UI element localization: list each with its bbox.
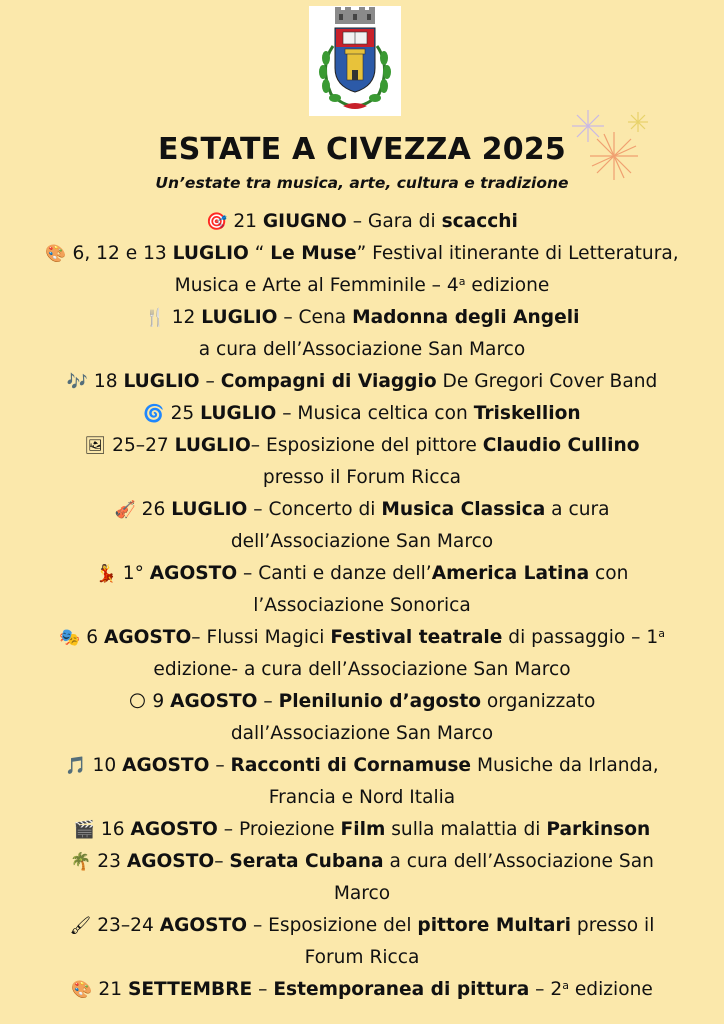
event-text: De Gregori Cover Band xyxy=(436,371,658,392)
event-text: Musica e Arte al Femminile – 4 xyxy=(174,275,459,296)
event-text: – Esposizione del xyxy=(247,915,418,936)
event-text: 25 xyxy=(170,403,201,424)
event-item xyxy=(0,750,724,814)
event-text: 23–24 xyxy=(97,915,160,936)
event-item xyxy=(0,206,724,238)
clapper-board-icon: 🎬 xyxy=(73,820,95,840)
event-line-continued xyxy=(0,718,724,750)
event-highlight-text: AGOSTO xyxy=(103,627,192,648)
event-text: 23 xyxy=(97,851,127,872)
fork-knife-icon: 🍴 xyxy=(144,308,166,328)
event-highlight-text: Claudio Cullino xyxy=(482,435,640,456)
paintbrush-icon: 🖌 xyxy=(69,916,92,936)
event-text: dall’Associazione San Marco xyxy=(230,723,494,744)
event-line-continued xyxy=(0,462,724,494)
event-text: 10 xyxy=(92,755,123,776)
event-item xyxy=(0,398,724,430)
event-line xyxy=(0,494,724,526)
event-text: l’Associazione Sonorica xyxy=(253,595,471,616)
event-text: organizzato xyxy=(481,691,596,712)
event-highlight-text: AGOSTO xyxy=(159,915,248,936)
event-item xyxy=(0,846,724,910)
event-line-continued xyxy=(0,590,724,622)
event-text: Francia e Nord Italia xyxy=(268,787,456,808)
event-highlight-text: America Latina xyxy=(431,563,590,584)
event-text: 25–27 xyxy=(112,435,175,456)
event-text: ” Festival itinerante di Letteratura, xyxy=(356,243,679,264)
event-highlight-text: Compagni di Viaggio xyxy=(220,371,437,392)
event-line-continued xyxy=(0,654,724,686)
event-line-continued xyxy=(0,334,724,366)
event-highlight-text: Musica Classica xyxy=(381,499,546,520)
event-line xyxy=(0,430,724,462)
event-highlight-text: AGOSTO xyxy=(170,691,258,712)
dancer-icon: 💃 xyxy=(95,564,117,584)
event-text: – xyxy=(252,979,274,1000)
event-text: – Musica celtica con xyxy=(276,403,474,424)
event-item xyxy=(0,430,724,494)
event-text: presso il xyxy=(571,915,655,936)
event-text: sulla malattia di xyxy=(385,819,547,840)
event-highlight-text: LUGLIO xyxy=(200,403,277,424)
event-text: a cura dell’Associazione San Marco xyxy=(198,339,526,360)
event-item xyxy=(0,494,724,558)
event-line xyxy=(0,814,724,846)
event-text: edizione- a cura dell’Associazione San Marco xyxy=(153,659,571,680)
palette-icon: 🎨 xyxy=(71,980,93,1000)
event-text: – xyxy=(257,691,279,712)
event-text: – Gara di xyxy=(346,211,442,232)
event-highlight-text: Serata Cubana xyxy=(229,851,384,872)
event-item xyxy=(0,622,724,686)
event-highlight-text: Racconti di Cornamuse xyxy=(230,755,472,776)
event-item xyxy=(0,910,724,974)
event-line xyxy=(0,398,724,430)
event-text: – Flussi Magici xyxy=(191,627,331,648)
event-text: – Concerto di xyxy=(247,499,382,520)
event-highlight-text: Triskellion xyxy=(473,403,581,424)
event-text: 9 xyxy=(152,691,171,712)
event-highlight-text: AGOSTO xyxy=(149,563,238,584)
event-line xyxy=(0,206,724,238)
event-text: – xyxy=(214,851,230,872)
event-line xyxy=(0,558,724,590)
event-highlight-text: AGOSTO xyxy=(122,755,210,776)
theater-masks-icon: 🎭 xyxy=(59,628,81,648)
event-item xyxy=(0,686,724,750)
event-highlight-text: LUGLIO xyxy=(174,435,251,456)
event-text: 26 xyxy=(141,499,172,520)
event-line xyxy=(0,238,724,270)
event-text: a cura dell’Associazione San xyxy=(383,851,654,872)
event-highlight-text: AGOSTO xyxy=(130,819,218,840)
event-highlight-text: AGOSTO xyxy=(126,851,215,872)
event-highlight-text: Le Muse xyxy=(270,243,357,264)
event-text: – xyxy=(209,755,231,776)
event-highlight-text: GIUGNO xyxy=(262,211,347,232)
music-note-icon: 🎵 xyxy=(65,756,87,776)
event-line xyxy=(0,366,724,398)
palm-tree-icon: 🌴 xyxy=(70,852,92,872)
target-icon: 🎯 xyxy=(206,212,228,232)
event-line-continued xyxy=(0,270,724,302)
event-text: 21 xyxy=(233,211,263,232)
event-item xyxy=(0,974,724,1006)
event-highlight-text: Estemporanea di pittura xyxy=(273,979,530,1000)
event-item xyxy=(0,558,724,622)
event-text: Musiche da Irlanda, xyxy=(471,755,659,776)
event-text: – 2 xyxy=(529,979,563,1000)
event-highlight-text: Madonna degli Angeli xyxy=(352,307,580,328)
event-highlight-text: Plenilunio d’agosto xyxy=(278,691,482,712)
event-line xyxy=(0,846,724,878)
event-highlight-text: Festival teatrale xyxy=(330,627,503,648)
music-notes-icon: 🎶 xyxy=(66,372,88,392)
event-text: a xyxy=(658,627,665,640)
event-highlight-text: LUGLIO xyxy=(172,243,249,264)
event-text: edizione xyxy=(465,275,550,296)
event-item xyxy=(0,238,724,302)
poster-subtitle: Un’estate tra musica, arte, cultura e tradizione xyxy=(155,174,569,192)
municipal-coat-of-arms xyxy=(309,6,401,116)
event-text: – Cena xyxy=(277,307,353,328)
event-line-continued xyxy=(0,942,724,974)
event-list xyxy=(0,206,724,1006)
palette-icon: 🎨 xyxy=(45,244,67,264)
full-moon-icon: 🌕 xyxy=(128,692,147,712)
event-text: 16 xyxy=(100,819,131,840)
event-text: dell’Associazione San Marco xyxy=(230,531,494,552)
event-item xyxy=(0,302,724,366)
violin-icon: 🎻 xyxy=(114,500,136,520)
event-text: 6, 12 e 13 xyxy=(72,243,173,264)
event-line xyxy=(0,622,724,654)
event-text: 6 xyxy=(86,627,104,648)
event-highlight-text: pittore Multari xyxy=(417,915,571,936)
event-text: edizione xyxy=(568,979,653,1000)
event-highlight-text: LUGLIO xyxy=(201,307,278,328)
event-text: – Canti e danze dell’ xyxy=(237,563,432,584)
event-text: con xyxy=(589,563,629,584)
event-text: 18 xyxy=(93,371,124,392)
event-line-continued xyxy=(0,878,724,910)
event-item xyxy=(0,366,724,398)
event-line xyxy=(0,686,724,718)
event-highlight-text: LUGLIO xyxy=(171,499,248,520)
event-line-continued xyxy=(0,782,724,814)
event-highlight-text: SETTEMBRE xyxy=(127,979,253,1000)
event-text: “ xyxy=(248,243,271,264)
event-text: 12 xyxy=(171,307,202,328)
event-line xyxy=(0,974,724,1006)
event-text: a xyxy=(562,979,569,992)
event-highlight-text: Parkinson xyxy=(546,819,651,840)
poster-title: ESTATE A CIVEZZA 2025 xyxy=(158,132,566,167)
cyclone-icon: 🌀 xyxy=(143,404,165,424)
event-text: – Esposizione del pittore xyxy=(250,435,483,456)
event-text: a xyxy=(458,275,466,288)
event-line xyxy=(0,750,724,782)
event-line xyxy=(0,910,724,942)
event-text: Marco xyxy=(333,883,391,904)
event-highlight-text: scacchi xyxy=(441,211,518,232)
event-highlight-text: LUGLIO xyxy=(123,371,200,392)
event-line xyxy=(0,302,724,334)
event-text: Forum Ricca xyxy=(304,947,420,968)
event-text: – xyxy=(199,371,221,392)
event-text: presso il Forum Ricca xyxy=(262,467,462,488)
event-highlight-text: Film xyxy=(340,819,386,840)
framed-picture-icon: 🖼 xyxy=(84,436,107,456)
event-text: 1° xyxy=(122,563,150,584)
event-line-continued xyxy=(0,526,724,558)
event-text: di passaggio – 1 xyxy=(502,627,659,648)
event-text: 21 xyxy=(98,979,128,1000)
event-text: – Proiezione xyxy=(217,819,341,840)
event-item xyxy=(0,814,724,846)
event-text: a cura xyxy=(545,499,610,520)
